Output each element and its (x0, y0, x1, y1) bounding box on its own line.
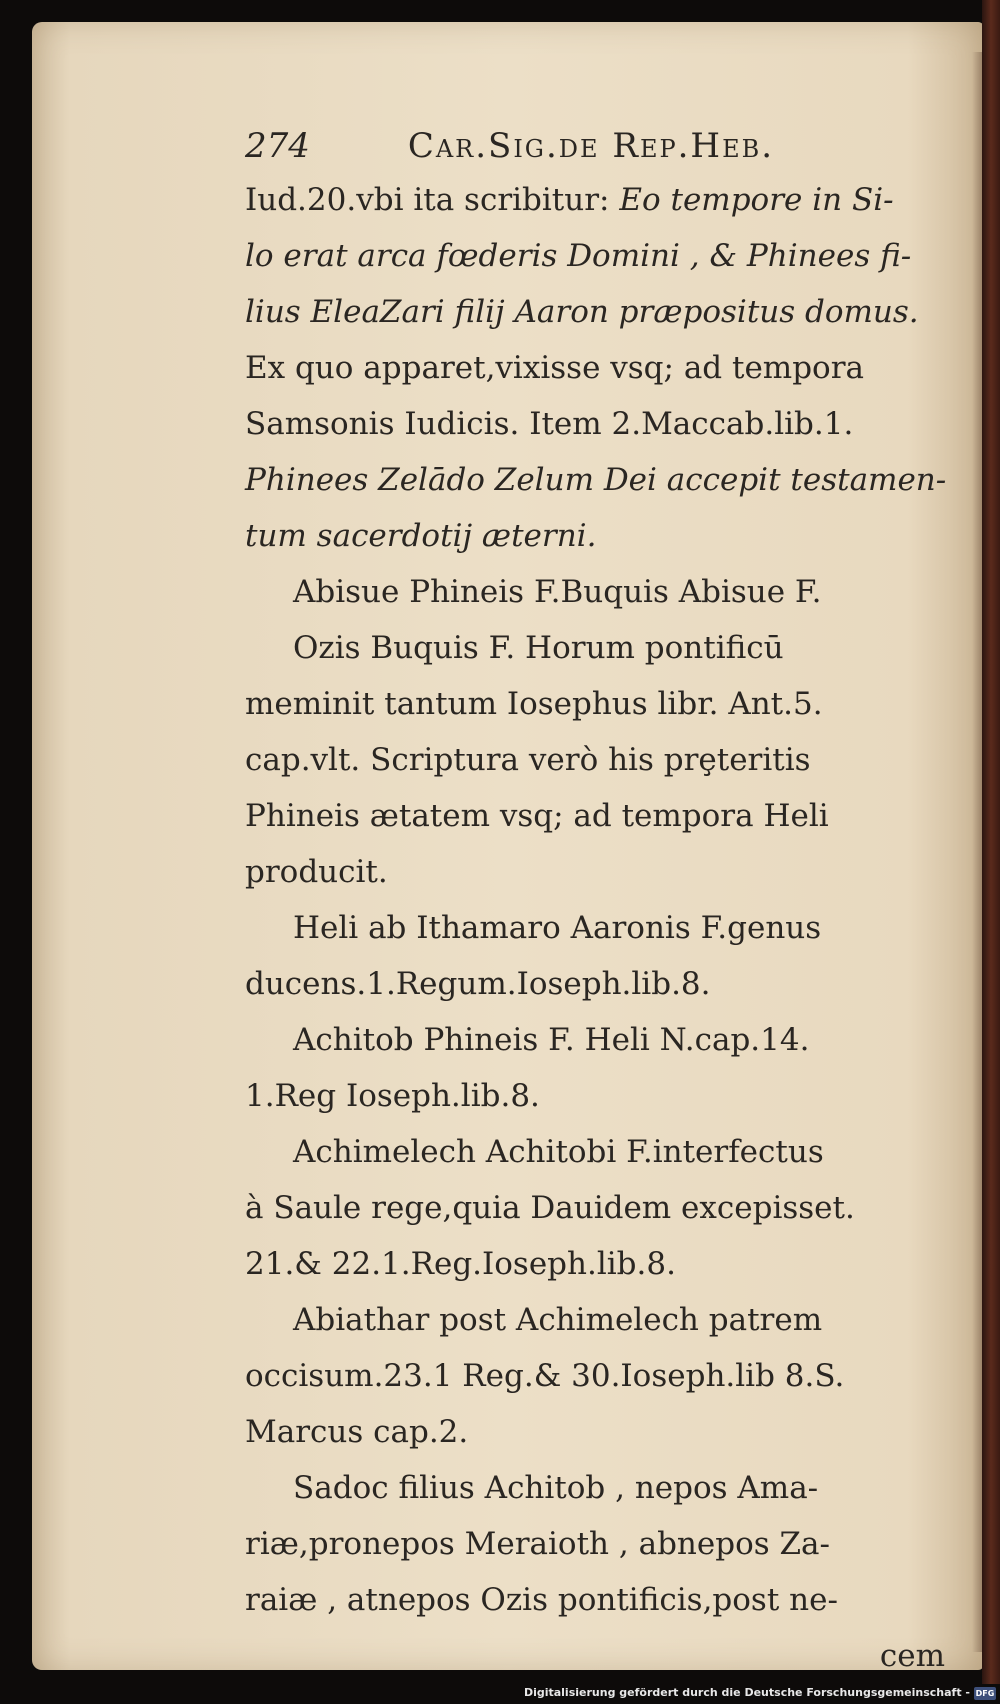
roman-text: occisum.23.1 Reg.& 30.Ioseph.lib 8.S. (245, 1358, 845, 1394)
text-line (245, 508, 945, 564)
roman-text: 1.Reg Ioseph.lib.8. (245, 1078, 540, 1114)
text-line (245, 396, 945, 452)
italic-text: Phinees Zelādo Zelum Dei accepit testamen- (245, 462, 947, 498)
page-text (245, 120, 945, 1684)
roman-text: Achitob Phineis F. Heli N.cap.14. (293, 1022, 810, 1058)
roman-text: Phineis ætatem vsq; ad tempora Heli (245, 798, 829, 834)
roman-text: Heli ab Ithamaro Aaronis F.genus (293, 910, 822, 946)
text-line (245, 676, 945, 732)
roman-text: Ex quo apparet,vixisse vsq; ad tempora (245, 350, 865, 386)
running-title: Car.Sig.de Rep.Heb. (407, 126, 775, 166)
page-header (245, 120, 945, 172)
text-line (245, 1292, 945, 1348)
roman-text: producit. (245, 854, 388, 890)
text-line (245, 844, 945, 900)
roman-text: Sadoc filius Achitob , nepos Ama- (293, 1470, 819, 1506)
text-line (245, 620, 945, 676)
roman-text: riæ,pronepos Meraioth , abnepos Za- (245, 1526, 830, 1562)
roman-text: ducens.1.Regum.Ioseph.lib.8. (245, 966, 711, 1002)
text-line (245, 452, 945, 508)
dfg-logo: DFG (975, 1689, 995, 1698)
italic-text: lo erat arca fœderis Domini , & Phinees fi- (245, 238, 912, 274)
text-line (245, 788, 945, 844)
text-line (245, 564, 945, 620)
text-line (245, 1236, 945, 1292)
text-line (245, 228, 945, 284)
roman-text: Abisue Phineis F.Buquis Abisue F. (293, 574, 822, 610)
italic-text: lius EleaZari filij Aaron præpositus domus. (245, 294, 919, 330)
text-line (245, 956, 945, 1012)
footer-credit: Digitalisierung gefördert durch die Deutsche Forschungsgemeinschaft - (523, 1686, 970, 1699)
text-line (245, 1460, 945, 1516)
catchword: cem (879, 1638, 945, 1674)
italic-text: Eo tempore in Si- (619, 182, 894, 218)
text-line (245, 340, 945, 396)
roman-text: raiæ , atnepos Ozis pontificis,post ne- (245, 1582, 838, 1618)
text-line (245, 1516, 945, 1572)
text-line (245, 172, 945, 228)
roman-text: Iud.20.vbi ita scribitur: (245, 182, 620, 218)
text-line (245, 1068, 945, 1124)
roman-text: Achimelech Achitobi F.interfectus (293, 1134, 824, 1170)
text-line (245, 284, 945, 340)
text-line (245, 1572, 945, 1628)
text-line (245, 1124, 945, 1180)
text-line (245, 732, 945, 788)
italic-text: tum sacerdotij æterni. (245, 518, 597, 554)
text-line (245, 1012, 945, 1068)
roman-text: meminit tantum Iosephus libr. Ant.5. (245, 686, 823, 722)
roman-text: Ozis Buquis F. Horum pontificū (293, 630, 784, 666)
roman-text: 21.& 22.1.Reg.Ioseph.lib.8. (245, 1246, 676, 1282)
roman-text: à Saule rege,quia Dauidem excepisset. (245, 1190, 855, 1226)
page-number: 274 (245, 126, 310, 166)
roman-text: Abiathar post Achimelech patrem (293, 1302, 823, 1338)
text-lines (245, 172, 945, 1628)
book-binding (982, 0, 1000, 1704)
text-line (245, 1348, 945, 1404)
text-line (245, 1404, 945, 1460)
roman-text: cap.vlt. Scriptura verò his prȩteritis (245, 742, 811, 778)
text-line (245, 900, 945, 956)
roman-text: Samsonis Iudicis. Item 2.Maccab.lib.1. (245, 406, 854, 442)
roman-text: Marcus cap.2. (245, 1414, 469, 1450)
text-line (245, 1180, 945, 1236)
